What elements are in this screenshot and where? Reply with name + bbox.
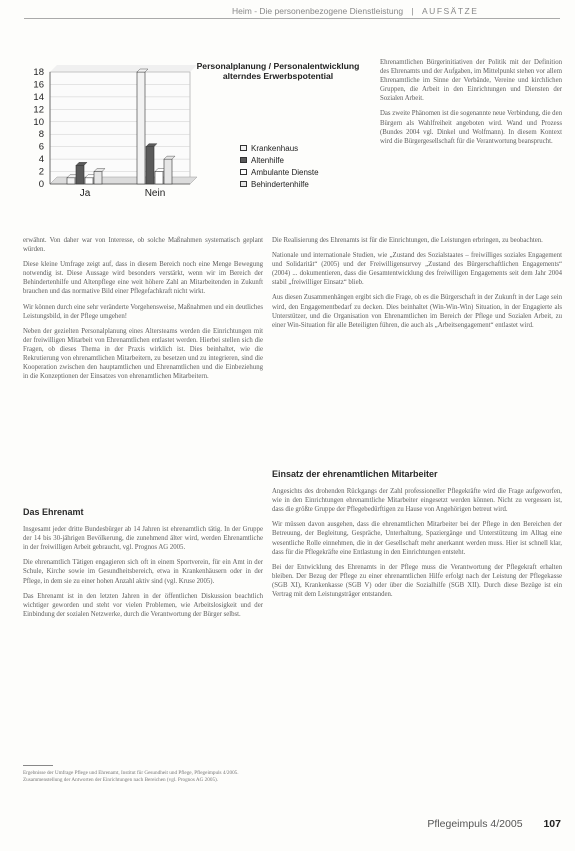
paragraph: erwähnt. Von daher war von Interesse, ob solche Maßnahmen systematisch geplant würden. xyxy=(23,237,263,254)
paragraph: Angesichts des drohenden Rückgangs der Zahl professioneller Pflegekräfte wird die Frage aufgeworfen, wie in den Einrichtungen ehrenamtliche Mitarbeiter eingesetzt werden können. Nicht zu vergessen ist, dass die größte Gruppe der Pflegebedürftigen zu Hause von Angehörigen betreut wird. xyxy=(272,488,562,514)
page-footer xyxy=(427,818,561,830)
y-tick-label: 4 xyxy=(38,154,44,166)
right-column-top xyxy=(380,58,562,152)
section-label: AUFSÄTZE xyxy=(422,6,479,16)
paragraph: Diese kleine Umfrage zeigt auf, dass in diesem Bereich noch eine Menge Bewegung notwendig ist. Diese Aussage wird besonders verstärkt, wenn wir im Bereich der Behindertenhilfe und Altenpflege eine weit höhere Zahl an Mitarbeitenden in Zukunft brauchen und das normative Bild einer Pflegefachkraft nicht wirkt. xyxy=(23,261,263,296)
bar xyxy=(76,165,84,184)
section-heading-einsatz: Einsatz der ehrenamtlichen Mitarbeiter xyxy=(272,469,438,479)
paragraph: Bei der Entwicklung des Ehrenamts in der Pflege muss die Verantwortung der Pflegekraft erhalten bleiben. Der Bezug der Pflege zu einer ehrenamtlichen Hilfe erfolgt nach der Leistung der Pflegekasse (SGB XI), Krankenkasse (SGB V) oder über die Sozialhilfe (SGB XII). Durch diese Bezüge ist ein Vertrag mit dem Leistungsträger entstanden. xyxy=(272,563,562,599)
legend-item xyxy=(240,142,319,154)
paragraph: Neben der gezielten Personalplanung eines Altersteams werden die Einrichtungen mit der freiwilligen Mitarbeit von Ehrenamtlichen entlastet werden. Hierbei stellen sich die Fragen, ob dieses Thema in der Praxis wirklich ist. Dies beinhaltet, wie die Rekrutierung von ehrenamtlichen Mitarbeitern, zu besetzen und zu integrieren, sind die Kooperation zwischen den hauptamtlichen und Ehrenamtlichen und die Einbeziehung in die Konzeptionen der Einsatzes von ehrenamtlichen Mitarbeitern. xyxy=(23,327,263,381)
legend-swatch xyxy=(240,181,247,187)
header-separator: | xyxy=(411,6,414,16)
bar xyxy=(67,178,75,184)
y-tick-label: 10 xyxy=(33,116,44,128)
legend-swatch xyxy=(240,169,247,175)
paragraph: Nationale und internationale Studien, wie „Zustand des Sozialstaates – freiwilliges soziales Engagement und Solidarität“ (2005) und der Freiwilligensurvey „Zustand des Bürgerschaftlichen Engagements“ (2004) ... dokumentieren, dass die Gesamtentwicklung des freiwilligen Engagements seit dem Jahr 2004 stabil „freiwilliger Einsatz“ blieb. xyxy=(272,252,562,287)
bar xyxy=(146,147,154,184)
bar xyxy=(137,72,145,184)
journal-name: Pflegeimpuls 4/2005 xyxy=(427,818,523,830)
paragraph: Ehrenamtlichen Bürgerinitiativen der Politik mit der Definition des Ehrenamts und der Aufgaben, im Mittelpunkt stehen vor allem Ehrenamtliche im Sinne der Verbände, Vereine und kirchlichen Gruppen, die Arbeit in den Einrichtungen und Diensten der Sozialen Arbeit. xyxy=(380,59,562,103)
y-tick-label: 16 xyxy=(33,79,44,91)
legend-label: Behindertenhilfe xyxy=(251,179,309,189)
footnote: Ergebnisse der Umfrage Pflege und Ehrenamt, Institut für Gesundheit und Pflege, Pflegeimpuls 4/2005. Zusammenstellung der Antworten der Einrichtungen nach Bereichen (vgl. Prognos AG 2005). xyxy=(23,770,239,783)
paragraph: Das Ehrenamt ist in den letzten Jahren in der öffentlichen Diskussion beachtlich wichtiger geworden und steht vor vielen Problemen, wie Arbeitslosigkeit und der Einbindung der sozialen Netzwerke, durch die Verantwortung der Bürger selbst. xyxy=(23,592,263,618)
header-rule xyxy=(24,18,560,19)
bar xyxy=(94,172,102,184)
paragraph: Wir müssen davon ausgehen, dass die ehrenamtlichen Mitarbeiter bei der Pflege in den Bereichen der Betreuung, der Begleitung, Gespräche, Unterhaltung, Spaziergänge und Unterstützung im Alltag eine wesentliche Rolle einnehmen, die in der Gesellschaft mehr anerkannt werden muss. Hier ist schnell klar, dass für die Pflegekräfte eine Entlastung in den Einrichtungen entsteht. xyxy=(272,521,562,556)
y-tick-label: 0 xyxy=(38,179,44,190)
legend-swatch xyxy=(240,145,247,151)
legend-item xyxy=(240,178,319,190)
legend-label: Altenhilfe xyxy=(251,155,284,165)
page-number: 107 xyxy=(543,818,561,830)
left-column-top xyxy=(23,236,263,387)
bar-chart xyxy=(20,58,365,236)
legend-swatch xyxy=(240,157,247,163)
left-column-lower xyxy=(23,498,263,625)
y-tick-label: 2 xyxy=(38,166,44,178)
y-tick-label: 8 xyxy=(38,129,44,141)
right-column-lower xyxy=(272,460,562,605)
paragraph: Das zweite Phänomen ist die sogenannte neue Verbindung, die den Bürgern als Wahlfreiheit angeboten wird. Wand und Prozess (Bundes 2004 vgl. Dinkel und Wolfmann). In diesem Kontext wird die Bürgergesellschaft für die Verantwortung beansprucht. xyxy=(380,110,562,145)
bar xyxy=(164,159,172,184)
paragraph: Die Realisierung des Ehrenamts ist für die Einrichtungen, die Leistungen erbringen, zu beobachten. xyxy=(272,237,543,244)
paragraph: Insgesamt jeder dritte Bundesbürger ab 14 Jahren ist ehrenamtlich tätig. In der Gruppe der 14 bis 30-jährigen Bevölkerung, die zunehmend älter wird, werden Ehrenamtliche in der freiwilligen Arbeit gebraucht, vgl. Prognos AG 2005. xyxy=(23,526,263,552)
chart-title-line1: Personalplanung / Personalentwicklung xyxy=(196,61,360,71)
y-tick-label: 14 xyxy=(33,91,44,103)
y-tick-label: 18 xyxy=(33,67,44,78)
legend-label: Ambulante Dienste xyxy=(251,167,319,177)
chart-title xyxy=(194,61,362,81)
running-title: Heim - Die personenbezogene Dienstleistung xyxy=(232,6,404,16)
running-header xyxy=(232,6,562,16)
section-heading-ehrenamt: Das Ehrenamt xyxy=(23,507,84,517)
y-tick-label: 6 xyxy=(38,141,44,153)
legend-label: Krankenhaus xyxy=(251,143,299,153)
paragraph: Wir können durch eine sehr veränderte Vorgehensweise, Maßnahmen und ein deutliches Leistungsbild, in der Pflege umgehen! xyxy=(23,303,263,320)
right-column-main xyxy=(272,236,562,336)
y-tick-label: 12 xyxy=(33,104,44,116)
bar xyxy=(85,178,93,184)
x-tick-label: Ja xyxy=(79,188,91,199)
chart-title-line2: alterndes Erwerbspotential xyxy=(222,71,334,81)
chart-legend xyxy=(240,142,319,190)
legend-item xyxy=(240,154,319,166)
footnote-rule xyxy=(23,765,53,766)
chart-top-wall xyxy=(50,65,197,72)
x-tick-label: Nein xyxy=(144,188,166,199)
paragraph: Die ehrenamtlich Tätigen engagieren sich oft in einem Sportverein, für ein Amt in der Schule, Kirche sowie im Gesundheitsbereich, etwa in Krankenhäusern oder in der Pflege, in dem sie zu einer hohen Anzahl aktiv sind (vgl. Kruse 2005). xyxy=(23,559,263,585)
paragraph: Aus diesen Zusammenhängen ergibt sich die Frage, ob es die Bürgerschaft in der Zukunft in der Lage sein wird, den Engagementbedarf zu decken. Dies beinhaltet (Win-Win-Win) Situation, in der Engagierte als Unterstützer, und die Organisation von Ehrenamtlichen im Bereich der Pflege und Sozialen Arbeit, zu einer Win-Situation für alle Beteiligten führen, die auch als „Arbeitsengagement“ entlastet wird. xyxy=(272,294,562,329)
legend-item xyxy=(240,166,319,178)
bar xyxy=(155,172,163,184)
